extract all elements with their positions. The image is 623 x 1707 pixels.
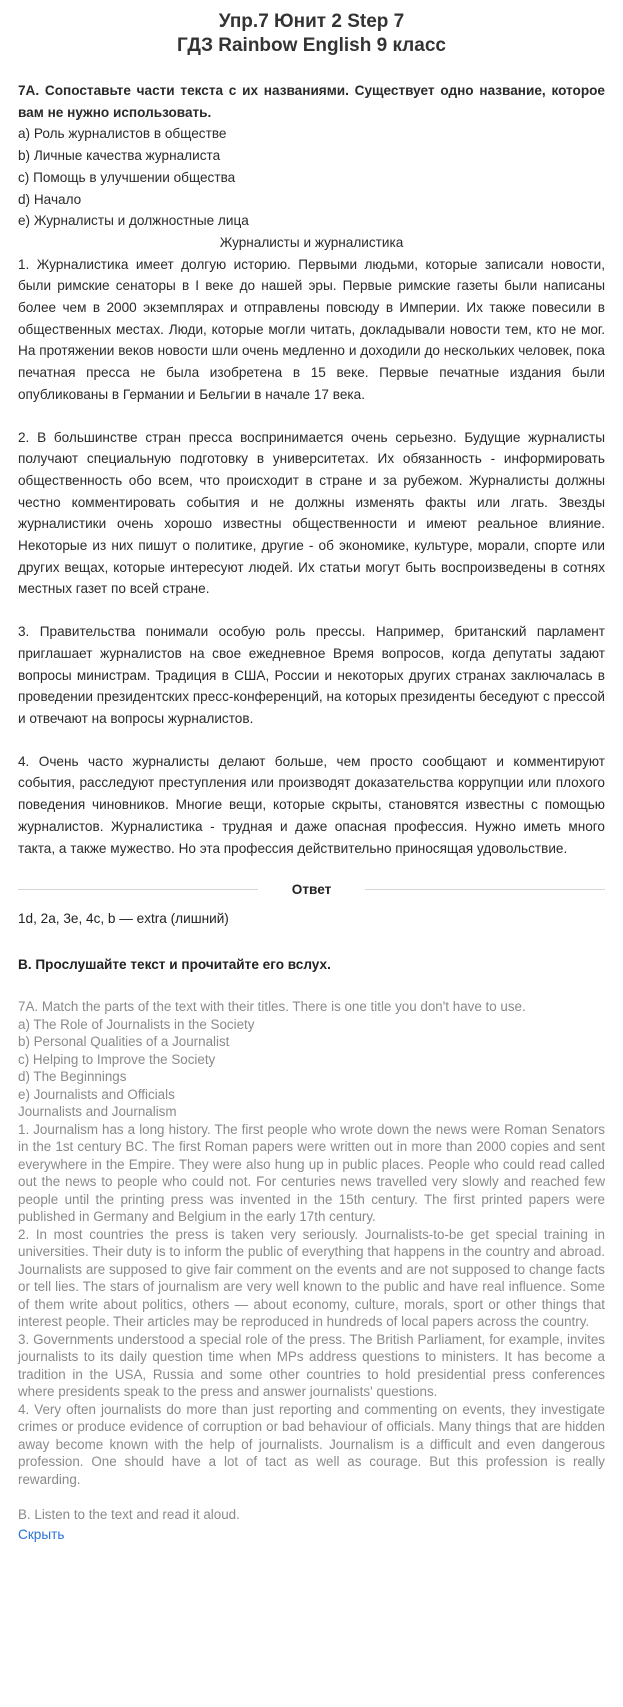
paragraph-4-ru: 4. Очень часто журналисты делают больше, чем просто сообщают и комментируют события, расследуют преступления или производят доказательства коррупции или плохого поведения чиновников. Многие вещи, которые скрыты, становятся известны с помощью журналистов. Журналистика - трудная и даже опасная профессия. Нужно иметь много такта, а также мужество. Но эта профессия действительно приносящая удовольствие. — [18, 753, 605, 856]
page-title-line-2: ГДЗ Rainbow English 9 класс — [177, 35, 446, 56]
option-a-en: a) The Role of Journalists in the Society — [18, 1016, 255, 1032]
page-title — [18, 10, 605, 58]
option-c-ru: c) Помощь в улучшении общества — [18, 169, 236, 185]
answer-label: Ответ — [291, 881, 332, 897]
paragraph-3-en: 3. Governments understood a special role of the press. The British Parliament, for example, invites journalists to its daily question time when MPs address questions to ministers. It has become a tradition in the USA, Russia and some other countries to hold presidential press conferences where presidents speak to the press and answer journalists' questions. — [18, 1331, 605, 1400]
option-e-en: e) Journalists and Officials — [18, 1086, 175, 1102]
task-7a-en: 7A. Match the parts of the text with their titles. There is one title you don't have to use. — [18, 999, 526, 1015]
text-title-ru: Журналисты и журналистика — [219, 234, 404, 250]
divider-line-right — [365, 889, 605, 890]
paragraph-3-ru: 3. Правительства понимали особую роль прессы. Например, британский парламент приглашает журналистов на свое ежедневное Время вопросов, когда депутаты задают вопросы министрам. Традиция в США, России и некоторых других странах заключалась в проведении президентских пресс-конференций, на которых президенты беседуют с прессой и отвечают на вопросы журналистов. — [18, 624, 605, 726]
hide-link[interactable]: Скрыть — [18, 1526, 65, 1542]
task-7a-ru: 7А. Сопоставьте части текста с их названиями. Существует одно название, которое вам не нужно использовать. — [18, 83, 605, 120]
page-title-line-1: Упр.7 Юнит 2 Step 7 — [218, 11, 405, 32]
option-d-ru: d) Начало — [18, 191, 82, 207]
text-title-en: Journalists and Journalism — [18, 1104, 177, 1120]
russian-translation — [18, 80, 605, 859]
divider-line-left — [18, 889, 258, 890]
paragraph-4-en: 4. Very often journalists do more than just reporting and commenting on events, they investigate crimes or produce evidence of corruption or bad behaviour of officials. Many things that are hidden away become known with the help of journalists. Journalism is a difficult and even dangerous profession. One should have a lot of tact as well as courage. But this profession is really rewarding. — [18, 1401, 605, 1487]
answer-divider — [18, 876, 605, 902]
option-a-ru: a) Роль журналистов в обществе — [18, 126, 227, 142]
paragraph-2-en: 2. In most countries the press is taken very seriously. Journalists-to-be get special training in universities. Their duty is to inform the public of everything that happens in the country and abroad. Journalists are supposed to give fair comment on the events and are not supposed to change facts or tell lies. The stars of journalism are very well known to the public and have real influence. Some of them write about politics, others — about economy, culture, morals, sport or other things that interest people. Their articles may be reproduced in hundreds of local papers across the country. — [18, 1226, 605, 1330]
option-d-en: d) The Beginnings — [18, 1069, 127, 1085]
task-b-en: B. Listen to the text and read it aloud. — [18, 1507, 240, 1523]
paragraph-2-ru: 2. В большинстве стран пресса воспринимается очень серьезно. Будущие журналисты получают специальную подготовку в университетах. Их обязанность - информировать общественность обо всем, что происходит в стране и за рубежом. Журналисты должны честно комментировать события и не должны изменять факты или лгать. Звезды журналистики очень хорошо известны общественности и имеют реальное влияние. Некоторые из них пишут о политике, другие - об экономике, культуре, морали, спорте или других вещах, которые интересуют людей. Их статьи могут быть воспроизведены в сотнях местных газет по всей стране. — [18, 429, 605, 597]
english-original — [18, 998, 605, 1524]
answer-text: 1d, 2a, 3e, 4c, b — extra (лишний) — [18, 911, 229, 927]
paragraph-1-en: 1. Journalism has a long history. The first people who wrote down the news were Roman Senators in the 1st century BC. The first Roman papers were written out in more than 2000 copies and sent everywhere in the Empire. They were also hung up in public places. People who could read called out the news to people who could not. For centuries news travelled very slowly and reached few people until the printing press was invented in the 15th century. The first printed papers were published in Germany and Belgium in the early 17th century. — [18, 1121, 605, 1225]
option-c-en: c) Helping to Improve the Society — [18, 1051, 216, 1067]
option-b-ru: b) Личные качества журналиста — [18, 148, 221, 164]
option-e-ru: e) Журналисты и должностные лица — [18, 213, 249, 229]
paragraph-1-ru: 1. Журналистика имеет долгую историю. Первыми людьми, которые записали новости, были римские сенаторы в I веке до нашей эры. Первые римские газеты были написаны более чем в 2000 экземплярах и отправлены повсюду в Империи. Их также повесили в общественных местах. Люди, которые могли читать, докладывали новости тем, кто не мог. На протяжении веков новости шли очень медленно и доходили до нескольких человек, пока печатная пресса не была изобретена в 15 веке. Первые печатные издания были опубликованы в Германии и Бельгии в начале 17 века. — [18, 256, 605, 402]
task-b-ru: B. Прослушайте текст и прочитайте его вслух. — [18, 957, 331, 973]
option-b-en: b) Personal Qualities of a Journalist — [18, 1034, 230, 1050]
